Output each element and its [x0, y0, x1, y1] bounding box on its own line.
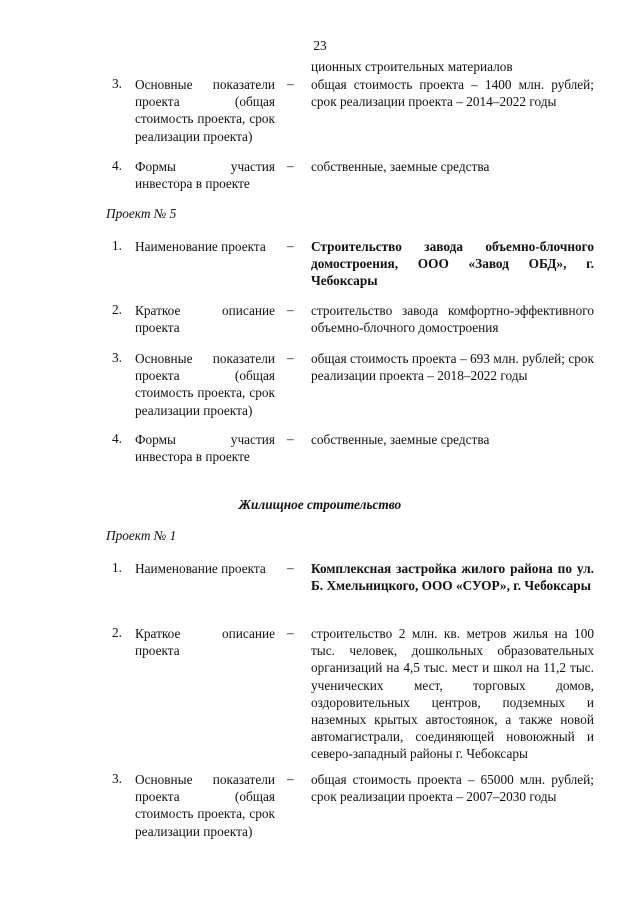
row-dash: –: [287, 350, 294, 365]
row-label: Наименование проекта: [135, 561, 266, 576]
row-number: 3.: [112, 771, 122, 786]
row-value: общая стоимость проекта – 1400 млн. рублей; срок реализации проекта – 2014–2022 годы: [311, 77, 594, 110]
row-label: Основные показатели проекта (общая стоимость проекта, срок реализации проекта): [135, 772, 275, 839]
row-dash: –: [287, 76, 294, 91]
row-label: Краткое описание проекта: [135, 626, 275, 659]
row-label: Наименование проекта: [135, 239, 266, 254]
row-value: собственные, заемные средства: [311, 432, 490, 447]
row-number: 4.: [112, 158, 122, 173]
row-value: общая стоимость проекта – 693 млн. рублей; срок реализации проекта – 2018–2022 годы: [311, 351, 594, 384]
row-value: собственные, заемные средства: [311, 159, 490, 174]
row-label: Основные показатели проекта (общая стоимость проекта, срок реализации проекта): [135, 77, 275, 144]
row-value: строительство 2 млн. кв. метров жилья на 100 тыс. человек, дошкольных образовательных организаций на 4,5 тыс. мест и школ на 11,2 тыс. ученических мест, торговых домов, оздоровительных центров, подземных и наземных крытых автостоянок, а также новой автомагистрали, соединяющей новоюжный и северо-западный районы г. Чебоксары: [311, 626, 594, 762]
row-label: Формы участия инвестора в проекте: [135, 159, 275, 192]
row-dash: –: [287, 158, 294, 173]
section-heading: Жилищное строительство: [238, 497, 402, 512]
row-value: строительство завода комфортно-эффективного объемно-блочного домостроения: [311, 303, 594, 336]
row-value: общая стоимость проекта – 65000 млн. рублей; срок реализации проекта – 2007–2030 годы: [311, 772, 594, 805]
row-label: Формы участия инвестора в проекте: [135, 432, 275, 465]
row-label: Основные показатели проекта (общая стоимость проекта, срок реализации проекта): [135, 351, 275, 418]
row-dash: –: [287, 431, 294, 446]
row-number: 2.: [112, 625, 122, 640]
row-number: 3.: [112, 350, 122, 365]
row-number: 2.: [112, 302, 122, 317]
page-number: 23: [313, 38, 327, 53]
row-dash: –: [287, 625, 294, 640]
carryover-text: ционных строительных материалов: [311, 59, 513, 74]
project1-title: Проект № 1: [106, 528, 177, 543]
row-dash: –: [287, 238, 294, 253]
project5-title: Проект № 5: [106, 206, 177, 221]
row-number: 4.: [112, 431, 122, 446]
row-value: Комплексная застройка жилого района по ул. Б. Хмельницкого, ООО «СУОР», г. Чебоксары: [311, 561, 594, 594]
row-dash: –: [287, 560, 294, 575]
row-number: 3.: [112, 76, 122, 91]
row-number: 1.: [112, 238, 122, 253]
row-dash: –: [287, 771, 294, 786]
row-dash: –: [287, 302, 294, 317]
row-value: Строительство завода объемно-блочного домостроения, ООО «Завод ОБД», г. Чебоксары: [311, 239, 594, 289]
row-label: Краткое описание проекта: [135, 303, 275, 336]
row-number: 1.: [112, 560, 122, 575]
